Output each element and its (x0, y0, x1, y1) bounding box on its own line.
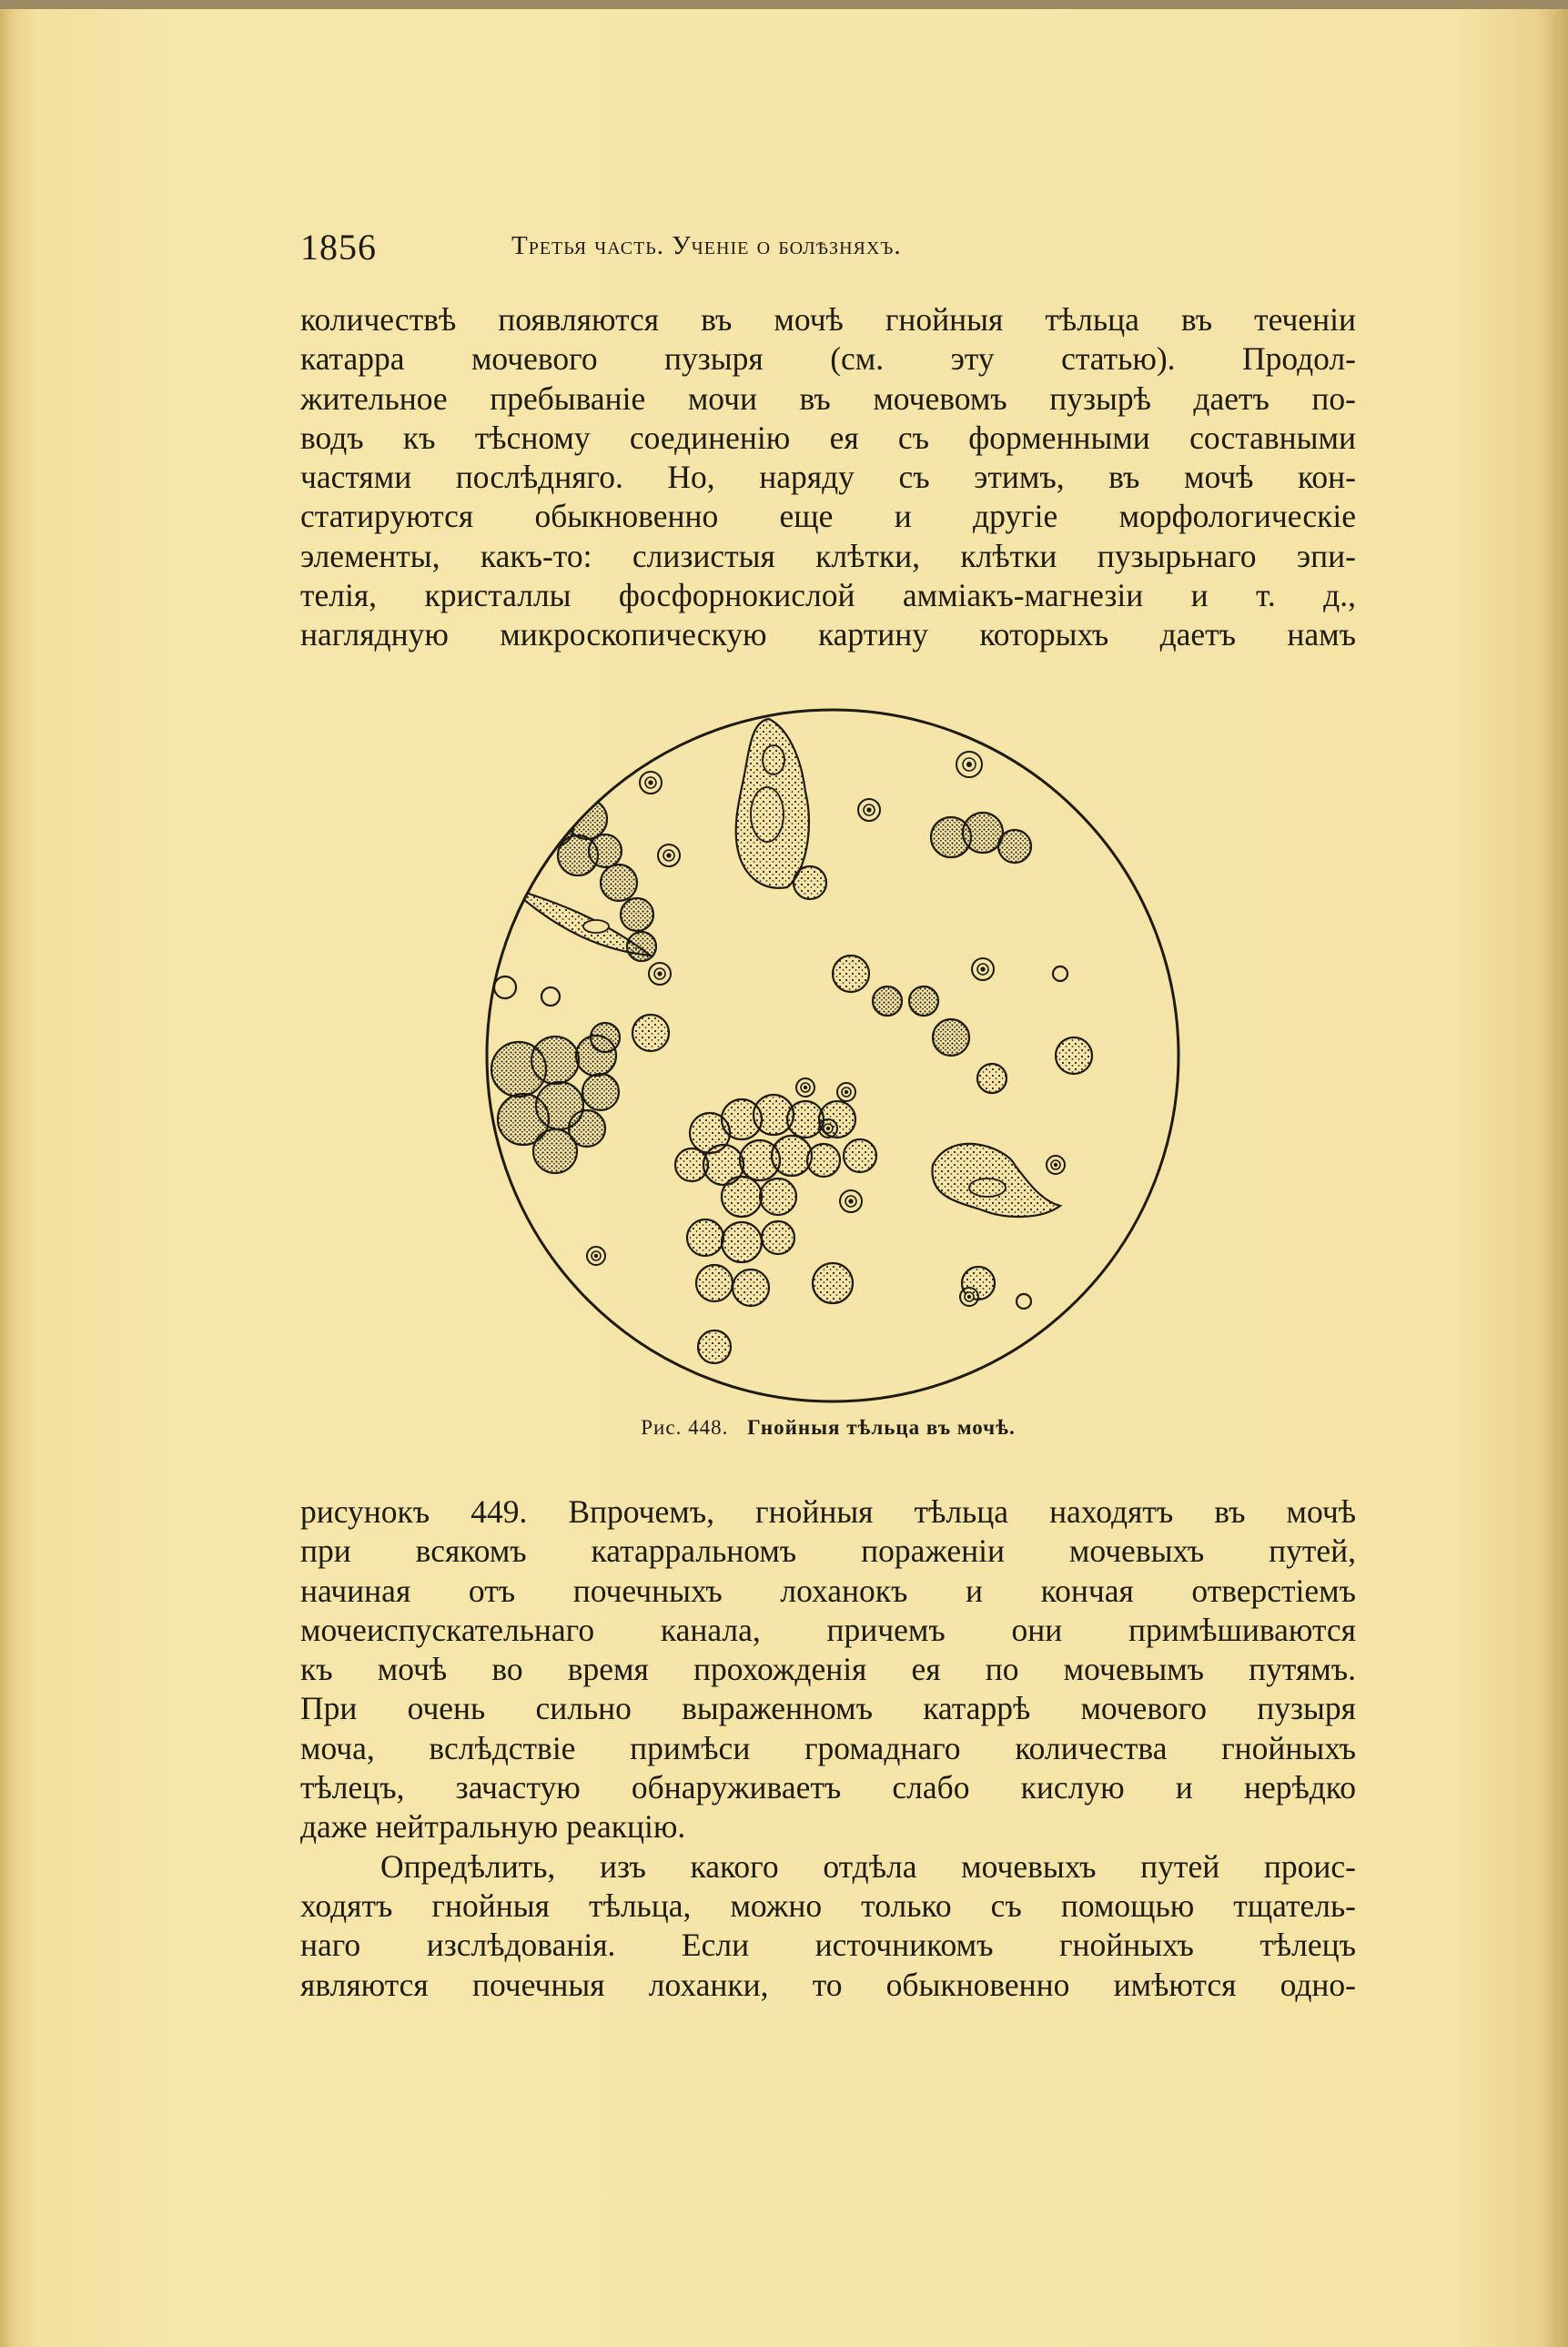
small-cell-core (826, 1127, 830, 1130)
text-line: частями послѣдняго. Но, наряду съ этимъ, въ мочѣ кон- (300, 459, 1356, 496)
pus-corpuscle (998, 830, 1031, 863)
text-line: тѣлецъ, зачастую обнаруживаетъ слабо кислую и нерѣдко (300, 1769, 1356, 1806)
microscope-field-drawing (469, 692, 1197, 1420)
pus-corpuscle (531, 1037, 579, 1084)
page-header (300, 226, 1374, 271)
pus-corpuscle (591, 1023, 620, 1052)
text-line: мочеиспускательнаго канала, причемъ они примѣшиваются (300, 1611, 1356, 1648)
text-line: элементы, какъ-то: слизистыя клѣтки, клѣтки пузырьнаго эпи- (300, 537, 1356, 574)
text-line: при всякомъ катарральномъ пораженіи мочевыхъ путей, (300, 1533, 1356, 1570)
text-line: статируются обыкновенно еще и другіе морфологическіе (300, 498, 1356, 535)
pus-corpuscle (760, 1179, 796, 1215)
small-cell-core (980, 966, 985, 971)
text-line: даже нейтральную реакцію. (300, 1808, 686, 1846)
pus-corpuscle (722, 1177, 762, 1217)
small-cell-core (648, 780, 652, 784)
page-number: 1856 (300, 227, 377, 268)
pus-corpuscle (687, 1219, 723, 1256)
text-line: жительное пребываніе мочи въ мочевомъ пузырѣ даетъ по- (300, 379, 1356, 417)
small-cell-core (845, 1090, 848, 1094)
text-line: рисунокъ 449. Впрочемъ, гнойныя тѣльца находятъ въ мочѣ (300, 1493, 1356, 1530)
pus-corpuscle (1056, 1037, 1092, 1074)
pus-corpuscle (589, 835, 622, 867)
pus-corpuscle (794, 866, 826, 899)
pus-corpuscle (977, 1064, 1007, 1093)
empty-cell (541, 987, 560, 1006)
pus-corpuscle (696, 1265, 733, 1301)
pus-corpuscle (772, 1136, 812, 1176)
pus-corpuscle (807, 1144, 840, 1177)
pus-corpuscle (722, 1222, 762, 1262)
pus-corpuscle (632, 1015, 669, 1051)
small-cell-core (804, 1086, 807, 1089)
pus-corpuscle (698, 1330, 731, 1363)
pus-corpuscle (813, 1263, 853, 1303)
small-cell-core (1054, 1163, 1057, 1167)
text-line: При очень сильно выраженномъ катаррѣ мочевого пузыря (300, 1690, 1356, 1727)
pus-corpuscle (582, 1074, 619, 1110)
pus-corpuscle (762, 1221, 794, 1254)
small-cell-core (966, 762, 972, 767)
small-cell-core (866, 807, 871, 812)
pus-corpuscle (569, 1110, 605, 1147)
text-line: наглядную микроскопическую картину которыхъ даетъ намъ (300, 616, 1356, 653)
small-cell-core (666, 853, 671, 857)
pus-corpuscle (963, 813, 1003, 853)
text-line: водъ къ тѣсному соединенію ея съ форменными составными (300, 419, 1356, 456)
figure-caption (300, 1416, 1356, 1440)
small-cell-core (967, 1295, 971, 1299)
text-line: ходятъ гнойныя тѣльца, можно только съ помощью тщатель- (300, 1887, 1356, 1924)
figure-number: Рис. 448. (641, 1416, 729, 1439)
pus-corpuscle (601, 865, 637, 901)
text-line: количествѣ появляются въ мочѣ гнойныя тѣльца въ теченіи (300, 301, 1356, 338)
empty-cell (1017, 1294, 1031, 1309)
paragraph-bottom (300, 1492, 1356, 2005)
pus-corpuscle (733, 1270, 769, 1306)
text-line: Опредѣлить, изъ какого отдѣла мочевыхъ путей проис- (380, 1847, 1356, 1885)
empty-cell (494, 976, 516, 998)
pus-corpuscle (833, 956, 869, 992)
figure-title: Гнойныя тѣльца въ мочѣ. (747, 1416, 1016, 1439)
running-head: Третья часть. Ученіе о болѣзняхъ. (511, 231, 902, 260)
text-line: катарра мочевого пузыря (см. эту статью). Продол- (300, 340, 1356, 378)
pus-corpuscle (873, 986, 902, 1016)
epithelial-nucleus (583, 920, 609, 933)
small-cell-core (848, 1199, 853, 1203)
microscope-illustration (469, 692, 1197, 1420)
epithelial-cell-cluster (736, 719, 809, 888)
text-line: являются почечныя лоханки, то обыкновенно имѣются одно- (300, 1966, 1356, 2003)
text-line: телія, кристаллы фосфорнокислой амміакъ-магнезіи и т. д., (300, 577, 1356, 614)
pus-corpuscle (844, 1139, 876, 1172)
pus-corpuscle (933, 1019, 969, 1056)
page-top-edge (0, 0, 1568, 9)
text-line: начиная отъ почечныхъ лоханокъ и кончая отверстіемъ (300, 1572, 1356, 1609)
pus-corpuscle (609, 1360, 638, 1389)
empty-cell (1053, 966, 1067, 981)
pus-corpuscle (621, 898, 653, 931)
small-cell-core (657, 971, 662, 976)
text-line: наго изслѣдованія. Если источникомъ гнойныхъ тѣлецъ (300, 1927, 1356, 1964)
paragraph-top (300, 300, 1356, 655)
pus-corpuscle (567, 799, 607, 839)
text-line: къ мочѣ во время прохожденія ея по мочевымъ путямъ. (300, 1651, 1356, 1688)
pus-corpuscle (909, 986, 938, 1016)
text-line: моча, вслѣдствіе примѣси громаднаго количества гнойныхъ (300, 1729, 1356, 1766)
small-cell-core (594, 1254, 598, 1258)
